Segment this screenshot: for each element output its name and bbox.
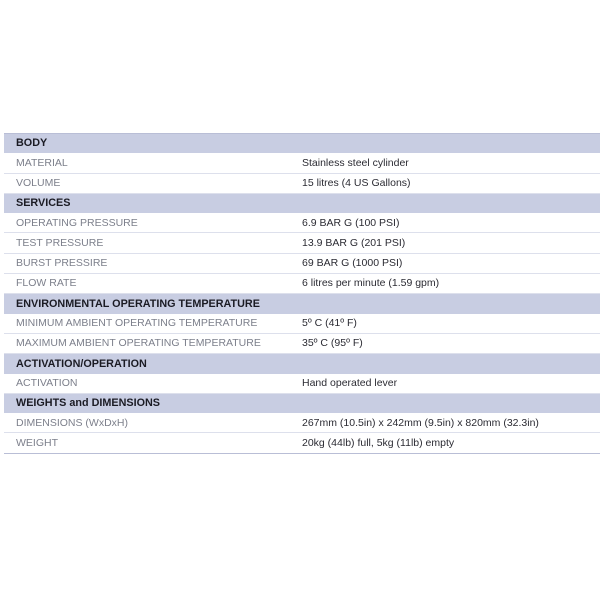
section-title: BODY [4, 134, 600, 154]
row-value: 267mm (10.5in) x 242mm (9.5in) x 820mm (32.3in) [302, 413, 600, 433]
row-value: 5º C (41º F) [302, 314, 600, 334]
row-label: FLOW RATE [4, 274, 302, 294]
row-label: BURST PRESSIRE [4, 253, 302, 273]
row-label: WEIGHT [4, 433, 302, 453]
row-value: 15 litres (4 US Gallons) [302, 173, 600, 193]
row-value: Stainless steel cylinder [302, 153, 600, 173]
table-row [4, 274, 600, 294]
table-row [4, 173, 600, 193]
row-value: Hand operated lever [302, 374, 600, 394]
row-label: VOLUME [4, 173, 302, 193]
row-label: MINIMUM AMBIENT OPERATING TEMPERATURE [4, 314, 302, 334]
row-value: 6 litres per minute (1.59 gpm) [302, 274, 600, 294]
table-row [4, 433, 600, 453]
section-header-services [4, 193, 600, 213]
row-value: 13.9 BAR G (201 PSI) [302, 233, 600, 253]
section-title: ENVIRONMENTAL OPERATING TEMPERATURE [4, 294, 600, 314]
table-row [4, 153, 600, 173]
row-label: OPERATING PRESSURE [4, 213, 302, 233]
row-value: 20kg (44lb) full, 5kg (11lb) empty [302, 433, 600, 453]
table-row [4, 253, 600, 273]
spec-table [4, 133, 600, 454]
section-header-body [4, 134, 600, 154]
row-value: 35º C (95º F) [302, 333, 600, 353]
row-label: ACTIVATION [4, 374, 302, 394]
section-title: ACTIVATION/OPERATION [4, 354, 600, 374]
table-row [4, 213, 600, 233]
row-label: MAXIMUM AMBIENT OPERATING TEMPERATURE [4, 333, 302, 353]
table-row [4, 374, 600, 394]
table-row [4, 413, 600, 433]
section-title: SERVICES [4, 193, 600, 213]
table-row [4, 233, 600, 253]
section-header-environmental [4, 294, 600, 314]
row-label: DIMENSIONS (WxDxH) [4, 413, 302, 433]
section-title: WEIGHTS and DIMENSIONS [4, 393, 600, 413]
table-row [4, 314, 600, 334]
section-header-weights [4, 393, 600, 413]
row-value: 69 BAR G (1000 PSI) [302, 253, 600, 273]
row-label: TEST PRESSURE [4, 233, 302, 253]
row-value: 6.9 BAR G (100 PSI) [302, 213, 600, 233]
table-row [4, 333, 600, 353]
section-header-activation [4, 354, 600, 374]
row-label: MATERIAL [4, 153, 302, 173]
